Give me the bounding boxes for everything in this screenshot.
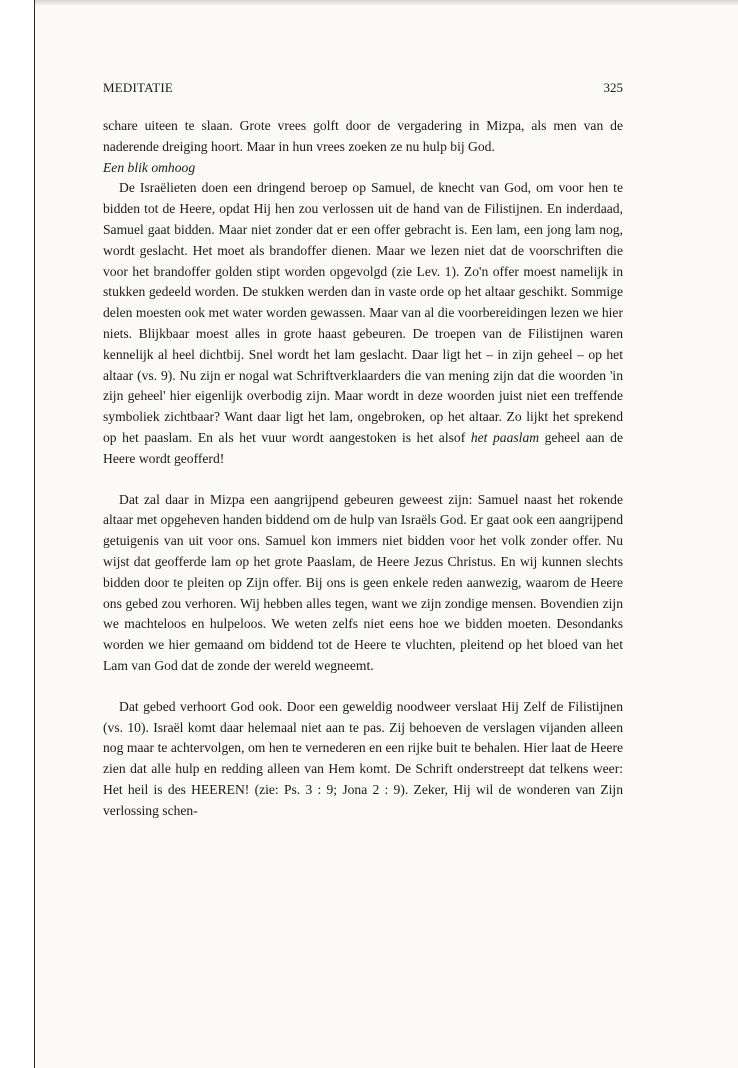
book-page <box>34 0 738 1068</box>
running-head: MEDITATIE <box>103 80 174 95</box>
paragraph-1-italic: het paaslam <box>470 429 540 445</box>
page-number: 325 <box>603 80 623 95</box>
paragraph-1-end: geheel aan de Heere wordt geofferd! <box>103 429 623 466</box>
paragraph-1 <box>103 178 623 469</box>
paragraph-1-text: De Israëlieten doen een dringend beroep op Samuel, de knecht van God, om voor hen te bidden tot de Heere, opdat Hij hen zou verlossen uit de hand van de Filistijnen. En inderdaad, Samuel gaat bidden. Maar niet zonder dat er een offer gebracht is. Een lam, een jong lam nog, wordt geslacht. Het moet als brandoffer dienen. Maar we lezen niet dat de voorschriften die voor het brandoffer golden stipt worden opgevolgd (zie Lev. 1). Zo'n offer moest namelijk in stukken gedeeld worden. De stukken werden dan in vaste orde op het altaar geschikt. Sommige delen moesten ook met water worden gewassen. Maar van al die voorbereidingen lezen we hier niets. Blijkbaar moest alles in grote haast gebeuren. De troepen van de Filistijnen waren kennelijk al heel dichtbij. Snel wordt het lam geslacht. Daar ligt het – in zijn geheel – op het altaar (vs. 9). Nu zijn er nogal wat Schriftverklaarders die van mening zijn dat die woorden 'in zijn geheel' hier eigenlijk overbodig zijn. Maar wordt in deze woorden juist niet een treffende symboliek zichtbaar? Want daar ligt het lam, ongebroken, op het altaar. Zo lijkt het sprekend op het paaslam. En als het vuur wordt aangestoken is het alsof <box>103 180 623 445</box>
paragraph-3: Dat gebed verhoort God ook. Door een geweldig noodweer verslaat Hij Zelf de Filistijnen (vs. 10). Israël komt daar helemaal niet aan te pas. Zij behoeven de verslagen vijanden alleen nog maar te achtervolgen, om hen te vernederen en een rijke buit te behalen. Hier laat de Heere zien dat alle hulp en redding alleen van Hem komt. De Schrift onderstreept dat telkens weer: Het heil is des HEEREN! (zie: Ps. 3 : 9; Jona 2 : 9). Zeker, Hij wil de wonderen van Zijn verlossing schen- <box>103 698 623 818</box>
body-text <box>103 116 623 822</box>
section-heading: Een blik omhoog <box>103 159 196 175</box>
page-header <box>103 80 623 98</box>
paragraph-2: Dat zal daar in Mizpa een aangrijpend gebeuren geweest zijn: Samuel naast het rokende altaar met opgeheven handen biddend om de hulp van Israëls God. Er gaat ook een aangrijpend getuigenis van uit voor ons. Samuel kon immers niet bidden voor het volk zonder offer. Nu wijst dat geofferde lam op het grote Paaslam, de Heere Jezus Christus. En wij kunnen slechts bidden door te pleiten op Zijn offer. Bij ons is geen enkele reden aanwezig, waarom de Heere ons gebed zou verhoren. Wij hebben alles tegen, want we zijn zondige mensen. Bovendien zijn we machteloos en hulpeloos. We weten zelfs niet eens hoe we bidden moeten. Desondanks worden we hier gemaand om biddend tot de Heere te vluchten, pleitend op het bloed van het Lam van God dat de zonde der wereld wegneemt. <box>103 491 623 673</box>
paragraph-continued: schare uiteen te slaan. Grote vrees golft door de vergadering in Mizpa, als men van de naderende dreiging hoort. Maar in hun vrees zoeken ze nu hulp bij God. <box>103 118 623 154</box>
page-top-edge <box>35 0 738 6</box>
